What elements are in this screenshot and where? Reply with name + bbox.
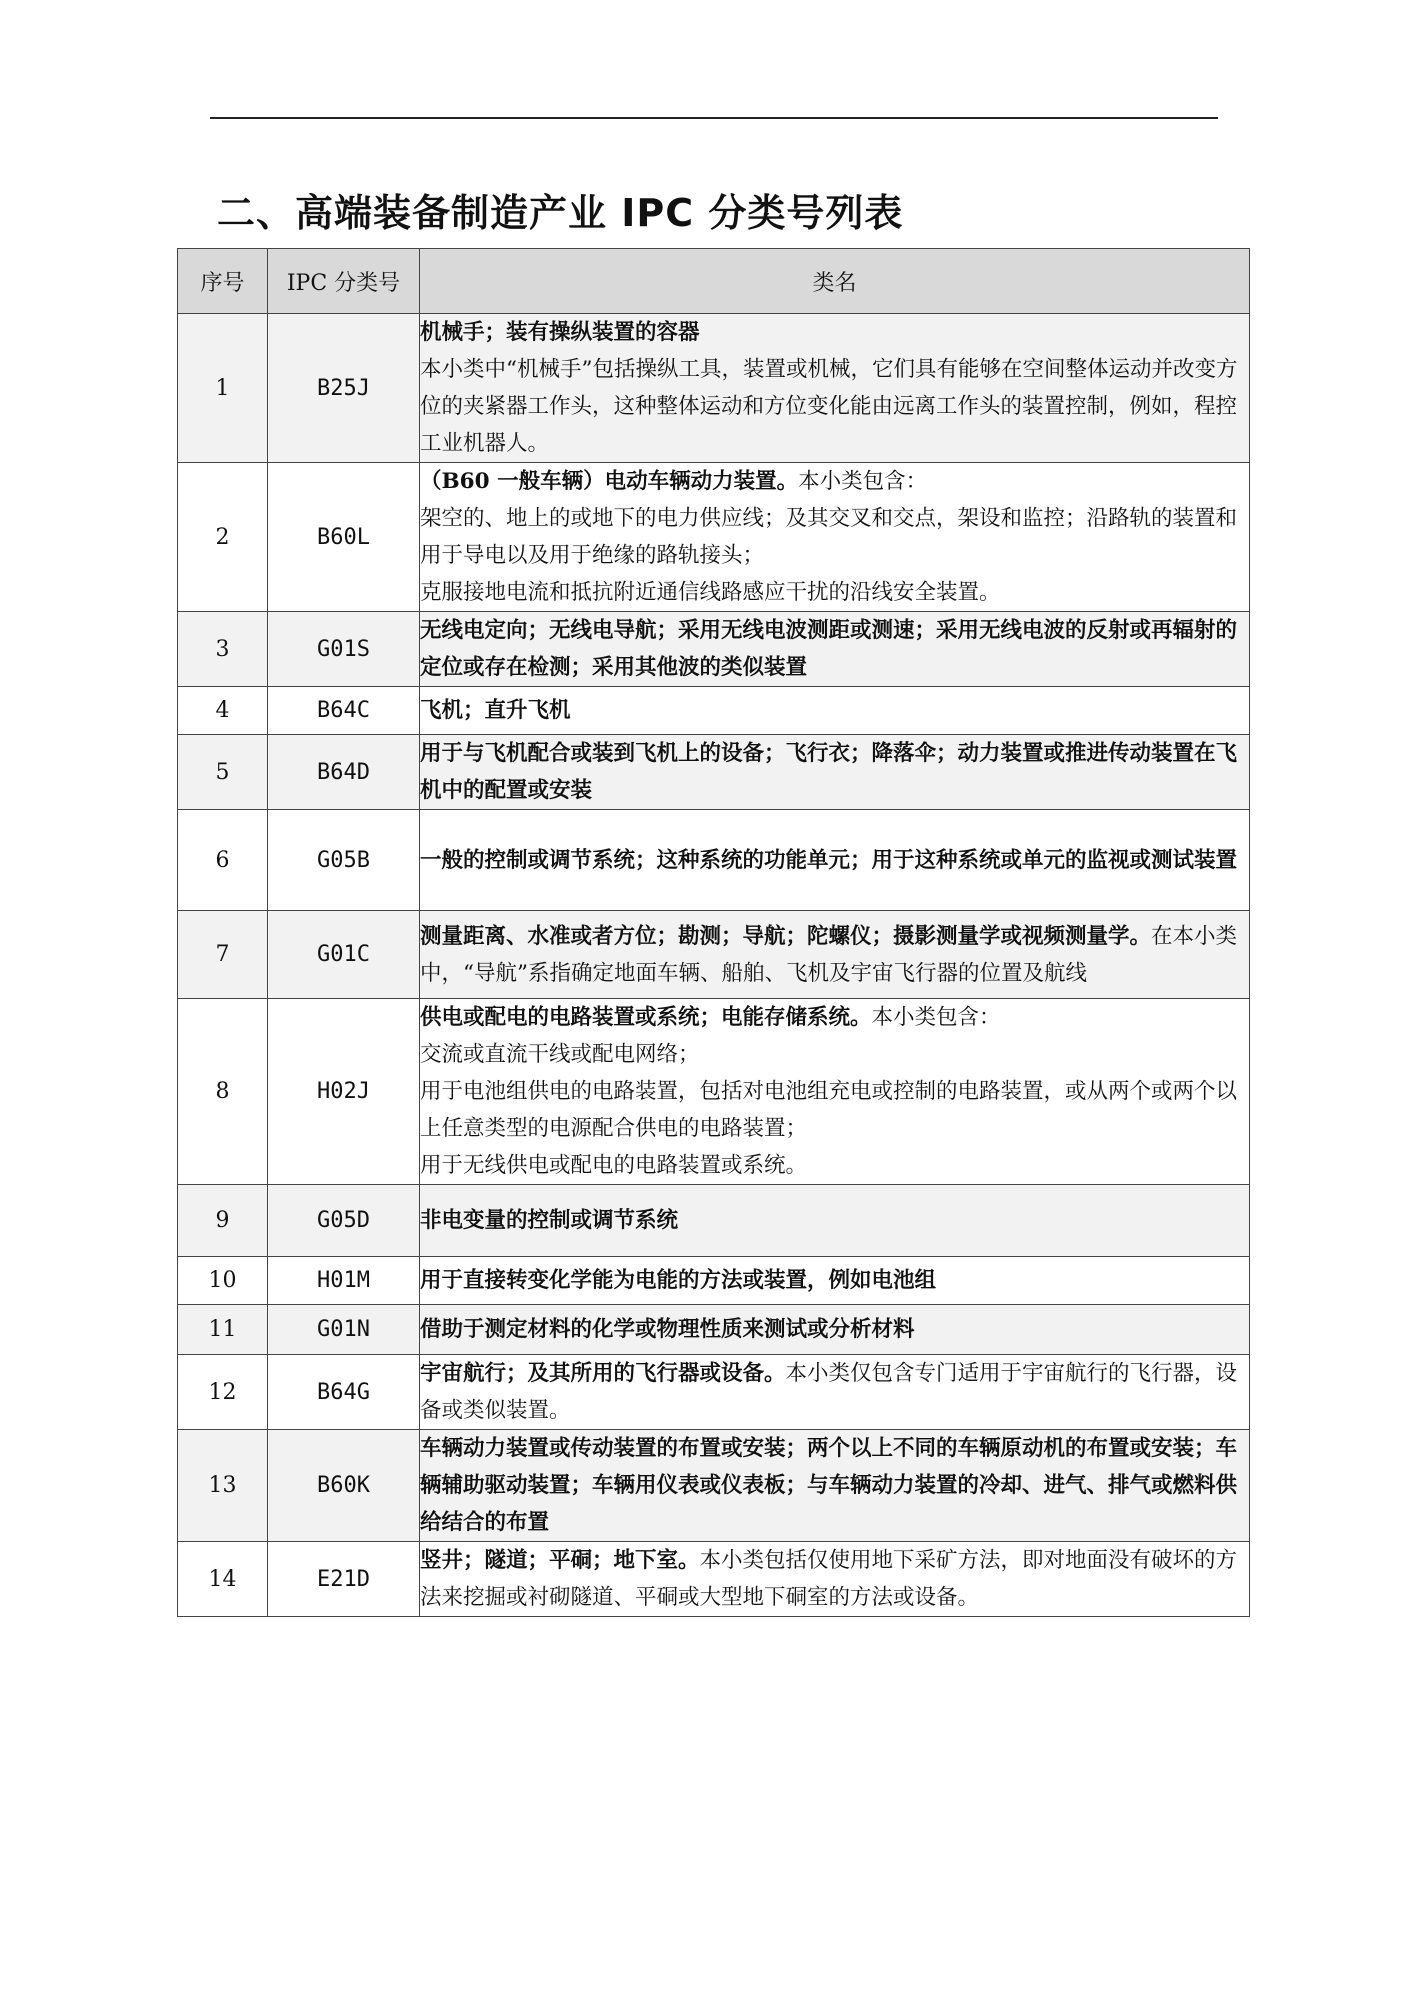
class-description — [420, 687, 1250, 735]
ipc-code: G05B — [268, 810, 420, 911]
class-title: 一般的控制或调节系统；这种系统的功能单元；用于这种系统或单元的监视或测试装置 — [420, 847, 1238, 873]
header-class-name: 类名 — [420, 249, 1250, 314]
ipc-code: B64D — [268, 735, 420, 810]
row-index: 4 — [178, 687, 268, 735]
class-detail-line: 用于无线供电或配电的电路装置或系统。 — [420, 1153, 808, 1178]
header-rule — [210, 117, 1218, 119]
class-description — [420, 1185, 1250, 1257]
class-note: 本小类包含： — [871, 1005, 1001, 1030]
class-title: 借助于测定材料的化学或物理性质来测试或分析材料 — [420, 1317, 915, 1342]
row-index: 13 — [178, 1430, 268, 1542]
class-title: 用于直接转变化学能为电能的方法或装置，例如电池组 — [420, 1268, 937, 1293]
header-index: 序号 — [178, 249, 268, 314]
ipc-code: G01C — [268, 911, 420, 999]
class-description — [420, 1430, 1250, 1542]
class-note: 本小类包括仅使用地下采矿方法，即对地面没有破坏的方法来挖掘或衬砌隧道、平硐或大型地下硐室的方法或设备。 — [420, 1548, 1238, 1610]
ipc-code: G01S — [268, 612, 420, 687]
class-title: 测量距离、水准或者方位；勘测；导航；陀螺仪；摄影测量学或视频测量学。 — [420, 923, 1152, 949]
class-description — [420, 1355, 1250, 1430]
table-row — [178, 1542, 1250, 1617]
row-index: 12 — [178, 1355, 268, 1430]
class-detail-line: 用于电池组供电的电路装置，包括对电池组充电或控制的电路装置，或从两个或两个以上任意类型的电源配合供电的电路装置； — [420, 1079, 1238, 1141]
table-row — [178, 463, 1250, 612]
row-index: 10 — [178, 1257, 268, 1305]
row-index: 14 — [178, 1542, 268, 1617]
class-description — [420, 1257, 1250, 1305]
ipc-code: B25J — [268, 314, 420, 463]
class-note: 本小类包含： — [798, 469, 928, 494]
class-detail-line: 交流或直流干线或配电网络； — [420, 1042, 700, 1067]
table-row — [178, 911, 1250, 999]
class-title: 车辆动力装置或传动装置的布置或安装；两个以上不同的车辆原动机的布置或安装；车辆辅助驱动装置；车辆用仪表或仪表板；与车辆动力装置的冷却、进气、排气或燃料供给结合的布置 — [420, 1436, 1238, 1535]
table-row — [178, 612, 1250, 687]
class-title: 机械手；装有操纵装置的容器 — [420, 320, 700, 345]
table-header-row — [178, 249, 1250, 314]
class-title: 宇宙航行；及其所用的飞行器或设备。 — [420, 1361, 786, 1386]
table-row — [178, 1305, 1250, 1355]
class-detail-line: 架空的、地上的或地下的电力供应线；及其交叉和交点，架设和监控；沿路轨的装置和用于导电以及用于绝缘的路轨接头； — [420, 506, 1238, 568]
row-index: 2 — [178, 463, 268, 612]
row-index: 9 — [178, 1185, 268, 1257]
class-description — [420, 810, 1250, 911]
class-detail-line: 克服接地电流和抵抗附近通信线路感应干扰的沿线安全装置。 — [420, 580, 1001, 605]
table-row — [178, 810, 1250, 911]
ipc-code: H02J — [268, 999, 420, 1185]
class-title: （B60 一般车辆）电动车辆动力装置。 — [420, 469, 799, 494]
row-index: 5 — [178, 735, 268, 810]
ipc-code: B64G — [268, 1355, 420, 1430]
ipc-code: B60K — [268, 1430, 420, 1542]
class-title: 供电或配电的电路装置或系统；电能存储系统。 — [420, 1005, 872, 1030]
class-description — [420, 314, 1250, 463]
class-title: 非电变量的控制或调节系统 — [420, 1208, 679, 1233]
class-description — [420, 735, 1250, 810]
row-index: 11 — [178, 1305, 268, 1355]
ipc-code: B60L — [268, 463, 420, 612]
class-title: 用于与飞机配合或装到飞机上的设备；飞行衣；降落伞；动力装置或推进传动装置在飞机中的配置或安装 — [420, 741, 1238, 803]
header-ipc-code: IPC 分类号 — [268, 249, 420, 314]
row-index: 7 — [178, 911, 268, 999]
ipc-table — [177, 248, 1250, 1617]
ipc-code: G01N — [268, 1305, 420, 1355]
table-row — [178, 687, 1250, 735]
ipc-code: E21D — [268, 1542, 420, 1617]
table-row — [178, 314, 1250, 463]
ipc-code: B64C — [268, 687, 420, 735]
row-index: 3 — [178, 612, 268, 687]
class-title: 飞机；直升飞机 — [420, 698, 571, 723]
table-row — [178, 1355, 1250, 1430]
class-detail-line: 本小类中“机械手”包括操纵工具，装置或机械，它们具有能够在空间整体运动并改变方位的夹紧器工作头，这种整体运动和方位变化能由远离工作头的装置控制，例如，程控工业机器人。 — [420, 357, 1238, 456]
class-note: 在本小类中，“导航”系指确定地面车辆、船舶、飞机及宇宙飞行器的位置及航线 — [420, 923, 1238, 986]
class-description — [420, 463, 1250, 612]
class-description — [420, 1542, 1250, 1617]
row-index: 1 — [178, 314, 268, 463]
table-row — [178, 735, 1250, 810]
row-index: 8 — [178, 999, 268, 1185]
row-index: 6 — [178, 810, 268, 911]
table-row — [178, 999, 1250, 1185]
ipc-code: H01M — [268, 1257, 420, 1305]
page-title: 二、高端装备制造产业 IPC 分类号列表 — [217, 191, 904, 235]
class-description — [420, 1305, 1250, 1355]
class-description — [420, 911, 1250, 999]
class-title: 无线电定向；无线电导航；采用无线电波测距或测速；采用无线电波的反射或再辐射的定位或存在检测；采用其他波的类似装置 — [420, 618, 1238, 680]
table-row — [178, 1185, 1250, 1257]
class-description — [420, 612, 1250, 687]
ipc-code: G05D — [268, 1185, 420, 1257]
class-description — [420, 999, 1250, 1185]
class-note: 本小类仅包含专门适用于宇宙航行的飞行器，设备或类似装置。 — [420, 1361, 1238, 1423]
table-row — [178, 1257, 1250, 1305]
table-row — [178, 1430, 1250, 1542]
class-title: 竖井；隧道；平硐；地下室。 — [420, 1548, 700, 1573]
